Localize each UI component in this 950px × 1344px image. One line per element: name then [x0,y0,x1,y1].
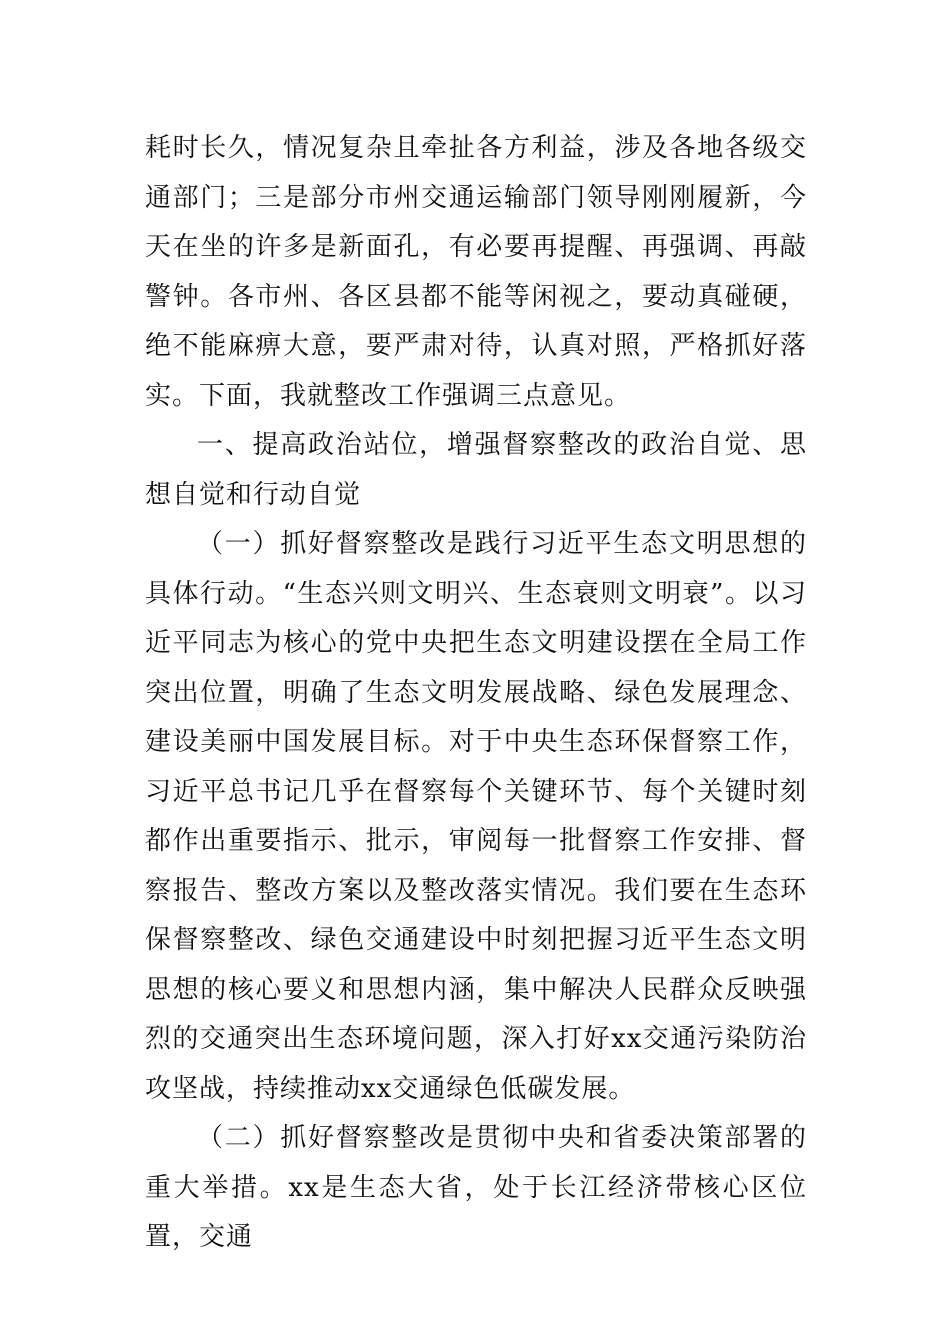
subsection-one-paragraph: （一）抓好督察整改是践行习近平生态文明思想的具体行动。“生态兴则文明兴、生态衰则文明衰”。以习近平同志为核心的党中央把生态文明建设摆在全局工作突出位置，明确了生态文明发展战略、绿色发展理念、建设美丽中国发展目标。对于中央生态环保督察工作，习近平总书记几乎在督察每个关键环节、每个关键时刻都作出重要指示、批示，审阅每一批督察工作安排、督察报告、整改方案以及整改落实情况。我们要在生态环保督察整改、绿色交通建设中时刻把握习近平生态文明思想的核心要义和思想内涵，集中解决人民群众反映强烈的交通突出生态环境问题，深入打好xx交通污染防治攻坚战，持续推动xx交通绿色低碳发展。 [145,529,807,1104]
subsection-two-paragraph: （二）抓好督察整改是贯彻中央和省委决策部署的重大举措。xx是生态大省，处于长江经济带核心区位置，交通 [145,1123,807,1252]
document-body [145,124,807,1263]
paragraph-continuation: 耗时长久，情况复杂且牵扯各方利益，涉及各地各级交通部门；三是部分市州交通运输部门领导刚刚履新，今天在坐的许多是新面孔，有必要再提醒、再强调、再敲警钟。各市州、各区县都不能等闲视之，要动真碰硬，绝不能麻痹大意，要严肃对待，认真对照，严格抓好落实。下面，我就整改工作强调三点意见。 [145,133,807,411]
section-heading-one: 一、提高政治站位，增强督察整改的政治自觉、思想自觉和行动自觉 [145,430,807,510]
